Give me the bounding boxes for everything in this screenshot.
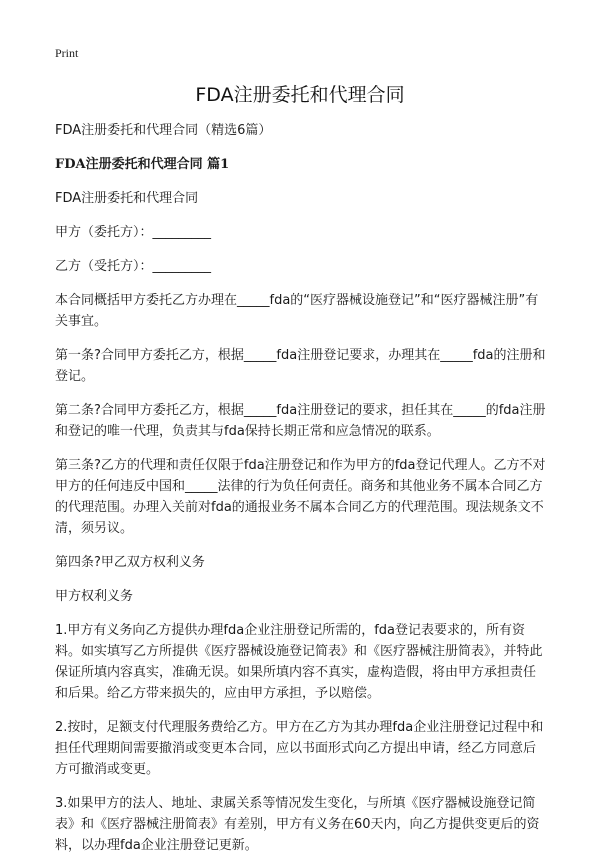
article-4: 第四条?甲乙双方权利义务 (55, 555, 205, 570)
article-1: 第一条?合同甲方委托乙方，根据_____fda注册登记要求，办理其在_____fda的注册和登记。 (55, 348, 546, 384)
party-a-line: 甲方（委托方）：_________ (55, 225, 212, 240)
duty-3: 3.如果甲方的法人、地址、隶属关系等情况发生变化，与所填《医疗器械设施登记简表》和《医疗器械注册简表》有差别，甲方有义务在60天内，向乙方提供变更后的资料，以办理fda企业注册登记更新。 (55, 796, 540, 853)
page-title: FDA注册委托和代理合同 (195, 84, 405, 106)
subtitle: FDA注册委托和代理合同（精选6篇） (55, 123, 272, 138)
section-heading: FDA注册委托和代理合同 篇1 (55, 157, 230, 172)
party-a-duties-heading: 甲方权利义务 (55, 589, 134, 604)
contract-name: FDA注册委托和代理合同 (55, 191, 199, 206)
duty-1: 1.甲方有义务向乙方提供办理fda企业注册登记所需的，fda登记表要求的，所有资料。如实填写乙方所提供《医疗器械设施登记简表》和《医疗器械注册简表》，并特此保证所填内容真实，准确无误。如果所填内容不真实，虚构造假，将由甲方承担责任和后果。给乙方带来损失的，应由甲方承担，予以赔偿。 (55, 623, 543, 701)
article-3: 第三条?乙方的代理和责任仅限于fda注册登记和作为甲方的fda登记代理人。乙方不对甲方的任何违反中国和_____法律的行为负任何责任。商务和其他业务不属本合同乙方的代理范围。办理入关前对fda的通报业务不属本合同乙方的代理范围。现法规条文不清，须另议。 (55, 458, 546, 536)
party-b-line: 乙方（受托方）：_________ (55, 259, 212, 274)
article-2: 第二条?合同甲方委托乙方，根据_____fda注册登记的要求，担任其在_____的fda注册和登记的唯一代理，负责其与fda保持长期正常和应急情况的联系。 (55, 403, 546, 439)
intro-paragraph: 本合同概括甲方委托乙方办理在_____fda的“医疗器械设施登记”和“医疗器械注册”有关事宜。 (55, 293, 539, 329)
print-label[interactable]: Print (55, 46, 79, 60)
duty-2: 2.按时，足额支付代理服务费给乙方。甲方在乙方为其办理fda企业注册登记过程中和担任代理期间需要撤消或变更本合同，应以书面形式向乙方提出申请，经乙方同意后方可撤消或变更。 (55, 720, 544, 777)
document-body (55, 120, 548, 856)
